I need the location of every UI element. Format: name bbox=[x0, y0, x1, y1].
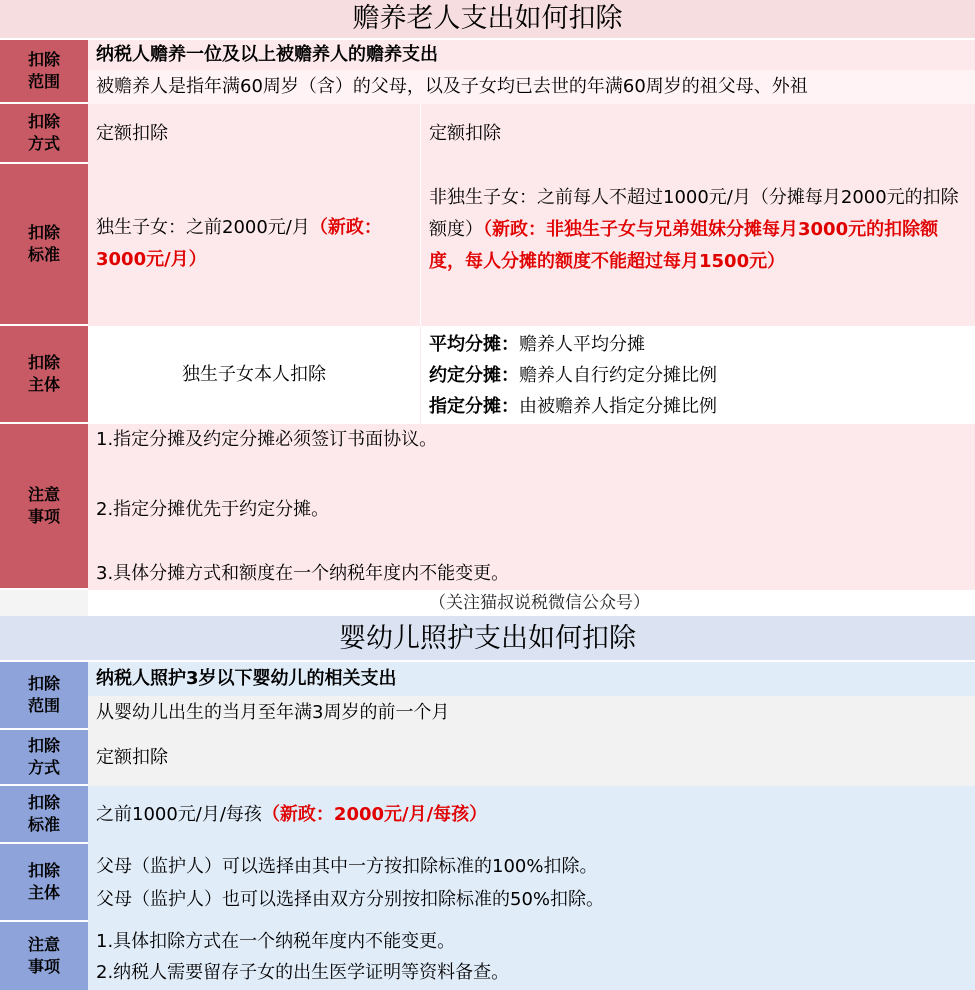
label-scope: 扣除 范围 bbox=[0, 40, 88, 104]
notes-text bbox=[88, 922, 975, 990]
standard-left-text: 独生子女：之前2000元/月 bbox=[96, 217, 310, 238]
standard-left bbox=[88, 164, 421, 326]
scope-line1: 纳税人照护3岁以下婴幼儿的相关支出 bbox=[88, 662, 975, 696]
subject-right bbox=[421, 326, 975, 424]
section-title: 赡养老人支出如何扣除 bbox=[0, 0, 975, 40]
footer-row bbox=[0, 590, 975, 616]
scope-line1: 纳税人赡养一位及以上被赡养人的赡养支出 bbox=[88, 40, 975, 70]
notes-content bbox=[88, 424, 975, 590]
subject-left: 独生子女本人扣除 bbox=[88, 326, 421, 424]
label-method: 扣除 方式 bbox=[0, 104, 88, 164]
subject-line1: 父母（监护人）可以选择由其中一方按扣除标准的100%扣除。 bbox=[96, 856, 598, 877]
standard-right bbox=[421, 164, 975, 326]
note-1: 1.具体扣除方式在一个纳税年度内不能变更。 bbox=[96, 931, 456, 952]
subject-text bbox=[88, 844, 975, 922]
label-standard: 扣除 标准 bbox=[0, 164, 88, 326]
standard-right-new-policy: （新政：非独生子女与兄弟姐妹分摊每月3000元的扣除额度，每人分摊的额度不能超过每月1500元） bbox=[429, 219, 939, 272]
subject-item-agreed: 约定分摊：赡养人自行约定分摊比例 bbox=[429, 365, 717, 386]
standard-right-text: 非独生子女：之前每人不超过1000元/月（分摊每月2000元的扣除额度） bbox=[429, 187, 959, 240]
note-2: 2.纳税人需要留存子女的出生医学证明等资料备查。 bbox=[96, 962, 510, 983]
scope-line2: 被赡养人是指年满60周岁（含）的父母，以及子女均已去世的年满60周岁的祖父母、外祖 bbox=[88, 70, 975, 104]
note-1: 1.指定分摊及约定分摊必须签订书面协议。 bbox=[96, 429, 438, 450]
label-standard: 扣除 标准 bbox=[0, 786, 88, 844]
standard-left-new-policy: （新政：3000元/月） bbox=[96, 217, 382, 270]
scope-line2: 从婴幼儿出生的当月至年满3周岁的前一个月 bbox=[88, 696, 975, 730]
note-3: 3.具体分摊方式和额度在一个纳税年度内不能变更。 bbox=[96, 563, 510, 584]
subject-line2: 父母（监护人）也可以选择由双方分别按扣除标准的50%扣除。 bbox=[96, 889, 605, 910]
method-text: 定额扣除 bbox=[88, 730, 975, 786]
label-scope: 扣除 范围 bbox=[0, 662, 88, 730]
label-notes: 注意 事项 bbox=[0, 424, 88, 590]
label-notes: 注意 事项 bbox=[0, 922, 88, 990]
label-method: 扣除 方式 bbox=[0, 730, 88, 786]
standard-new-policy: （新政：2000元/月/每孩） bbox=[261, 804, 488, 825]
method-right: 定额扣除 bbox=[421, 104, 975, 164]
footer-note: （关注猫叔说税微信公众号） bbox=[429, 593, 650, 613]
standard-text: 之前1000元/月/每孩（新政：2000元/月/每孩） bbox=[88, 786, 975, 844]
note-2: 2.指定分摊优先于约定分摊。 bbox=[96, 499, 330, 520]
label-subject: 扣除 主体 bbox=[0, 326, 88, 424]
subject-item-average: 平均分摊：赡养人平均分摊 bbox=[429, 334, 645, 355]
method-left: 定额扣除 bbox=[88, 104, 421, 164]
section-title: 婴幼儿照护支出如何扣除 bbox=[0, 616, 975, 662]
subject-item-designated: 指定分摊：由被赡养人指定分摊比例 bbox=[429, 396, 717, 417]
label-subject: 扣除 主体 bbox=[0, 844, 88, 922]
